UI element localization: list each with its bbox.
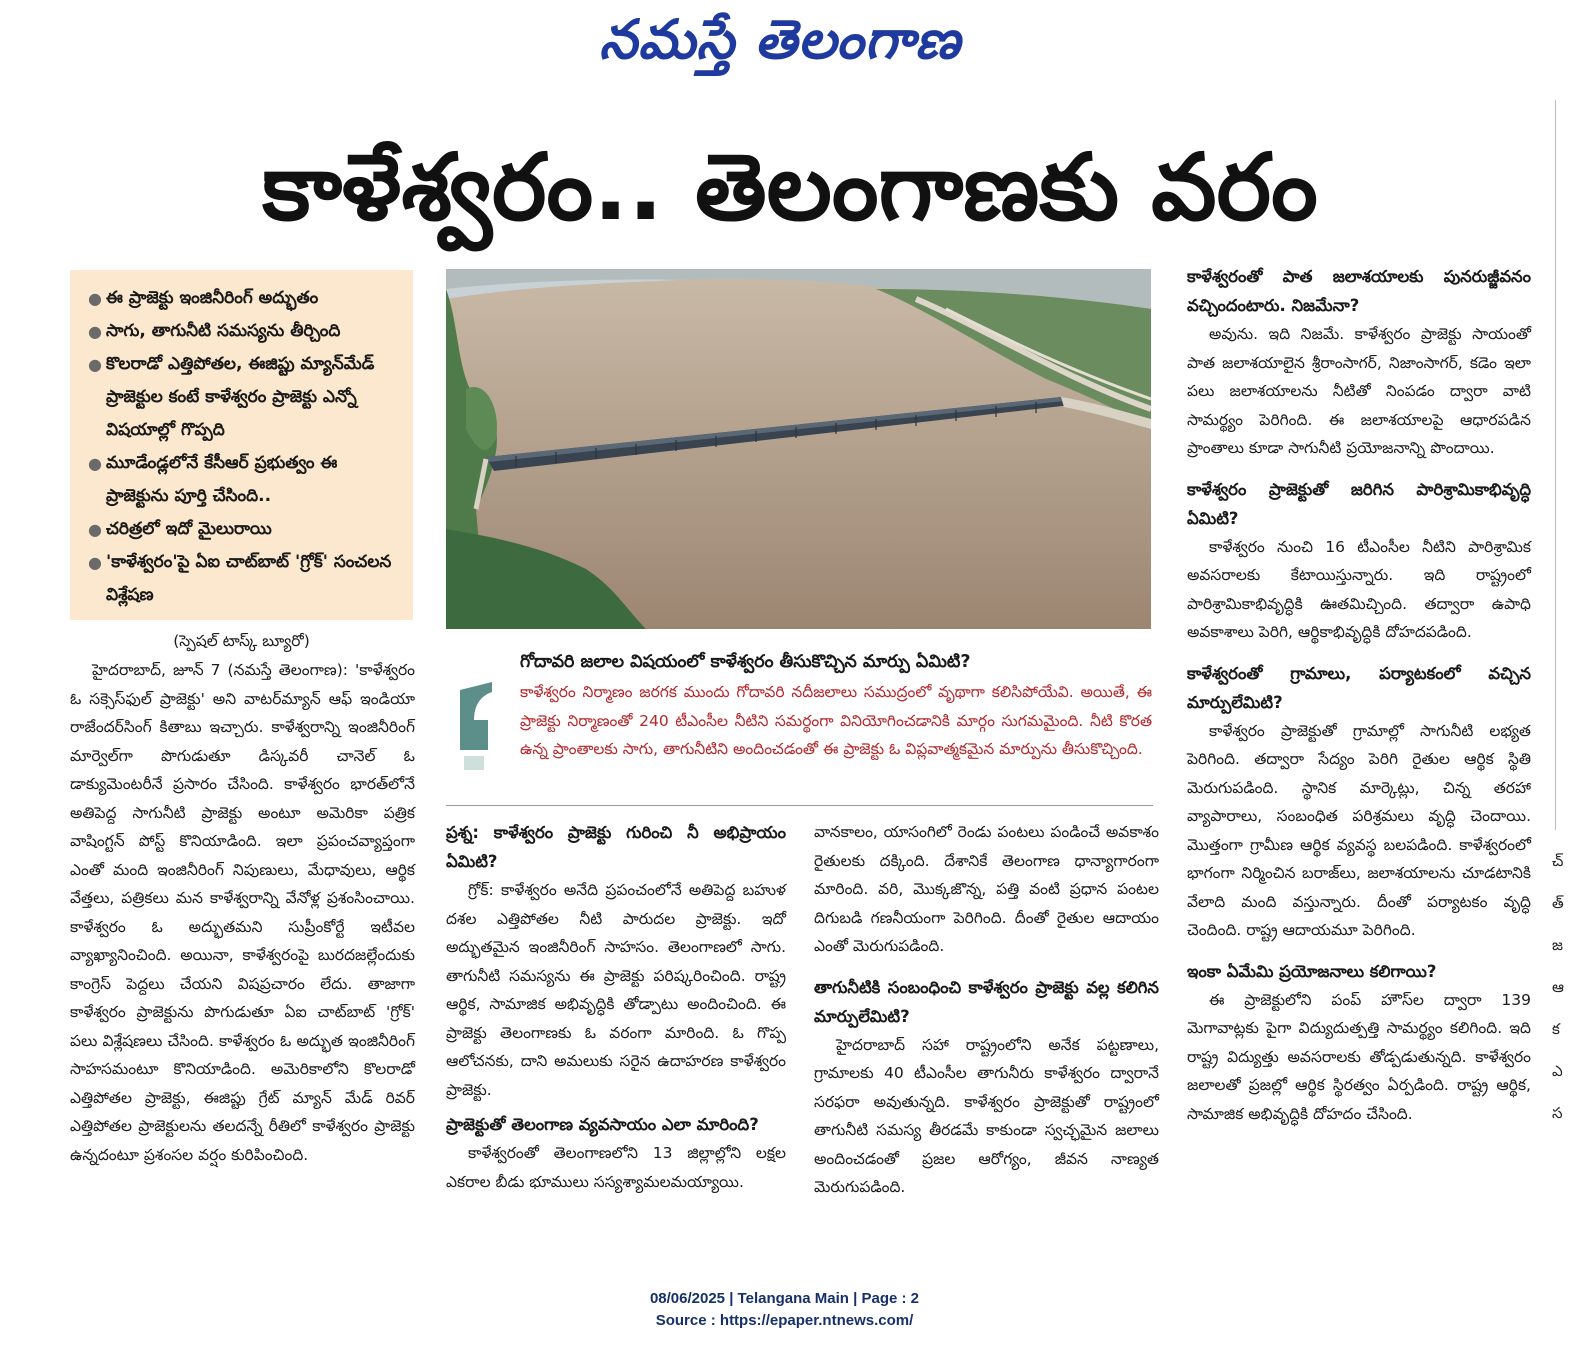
footer-date-line: 08/06/2025 | Telangana Main | Page : 2 (649, 1290, 920, 1307)
barrage-aerial-photo (446, 269, 1151, 629)
article-paragraph: హైదరాబాద్, జూన్ 7 (నమస్తే తెలంగాణ): 'కాళేశ్వరం ఓ సక్సెస్‌ఫుల్ ప్రాజెక్టు' అని వాటర్‌మ్యాన్ ఆఫ్ ఇండియా రాజేందర్‌సింగ్ కితాబు ఇచ్చారు. కాళేశ్వరాన్ని ఇంజినీరింగ్ మార్వెల్‌గా పొగుడుతూ డిస్కవరీ చానెల్ ఓ డాక్యుమెంటరీనే ప్రసారం చేసింది. కాళేశ్వరం భారత్‌లోనే అతిపెద్ద సాగునీటి ప్రాజెక్టు అంటూ అమెరికా పత్రిక వాషింగ్టన్ పోస్ట్ కొనియాడింది. ఇలా ప్రపంచవ్యాప్తంగా ఎంతో మంది ఇంజినీరింగ్ నిపుణులు, మేధావులు, ఆర్థిక వేత్తలు, పత్రికలు మన కాళేశ్వరాన్ని వేనోళ్ల ప్రశంసించాయి. కాళేశ్వరం ఓ అద్భుతమని సుప్రీంకోర్టే ఇటీవల వ్యాఖ్యానించింది. అయినా, కాళేశ్వరంపై బురదజల్లేందుకు కాంగ్రెస్ పెద్దలు చేయని విషప్రచారం లేదు. తాజాగా కాళేశ్వరం ప్రాజెక్టును పొగుడుతూ ఏఐ చాట్‌బాట్ 'గ్రోక్' పలు విశ్లేషణలు చేసింది. కాళేశ్వరం ఓ అద్భుత ఇంజినీరింగ్ సాహసమంటూ కొనియాడింది. అమెరికాలోని కొలరాడో ఎత్తిపోతల ప్రాజెక్టు, ఈజిప్టు గ్రేట్ మ్యాన్ మేడ్ రివర్ ఎత్తిపోతల ప్రాజెక్టులను తలదన్నే రీతిలో కాళేశ్వరం ప్రాజెక్టు ఉన్నదంటూ ప్రశంసల వర్షం కురిపించింది. (70, 661, 415, 1164)
highlight-item (84, 315, 399, 348)
highlight-item (84, 513, 399, 546)
footer-source-link[interactable]: Source : https://epaper.ntnews.com/ (655, 1312, 914, 1329)
bullet-icon: ● (88, 454, 102, 473)
article-column-3 (814, 818, 1159, 1202)
question-heading: కాళేశ్వరంతో గ్రామాలు, పర్యాటకంలో వచ్చిన మార్పులేమిటి? (1187, 663, 1531, 712)
byline: (స్పెషల్ టాస్క్ బ్యూరో) (173, 632, 310, 650)
answer-paragraph: అవును. ఇది నిజమే. కాళేశ్వరం ప్రాజెక్టు సాయంతో పాత జలాశయాలైన శ్రీరాంసాగర్, నిజాంసాగర్, కడెం ఇలా పలు జలాశయాలను నీటితో నింపడం ద్వారా వాటి సామర్థ్యం పెరిగింది. ఈ జలాశయాలపై ఆధారపడిన ప్రాంతాలు కూడా సాగునీటి ప్రయోజనాన్ని పొందాయి. (1187, 325, 1531, 457)
edge-glyph: జ (1552, 936, 1563, 954)
answer-paragraph: గ్రోక్: కాళేశ్వరం అనేది ప్రపంచంలోనే అతిపెద్ద బహుళ దశల ఎత్తిపోతల నీటి పారుదల ప్రాజెక్టు. ఇదో అద్భుతమైన ఇంజినీరింగ్ సాహసం. తెలంగాణలో సాగు. తాగునీటి సమస్యను ఈ ప్రాజెక్టు పరిష్కరించింది. రాష్ట్ర ఆర్థిక, సామాజిక అభివృద్ధికి తోడ్పాటు అందించింది. ఈ ప్రాజెక్టు తెలంగాణకు ఓ వరంగా మారింది. ఓ గొప్ప ఆలోచనకు, దాని అమలుకు సరైన ఉదాహరణ కాళేశ్వరం ప్రాజెక్టు. (446, 881, 786, 1099)
highlight-text: 'కాళేశ్వరం'పై ఏఐ చాట్‌బాట్ 'గ్రోక్' సంచలన విశ్లేషణ (106, 552, 392, 605)
bullet-icon: ● (88, 322, 102, 341)
answer-paragraph: కాళేశ్వరం ప్రాజెక్టుతో గ్రామాల్లో సాగునీటి లభ్యత పెరిగింది. తద్వారా సేద్యం పెరిగి రైతుల ఆర్థిక స్థితి మెరుగుపడింది. స్థానిక మార్కెట్లు, చిన్న తరహా వ్యాపారాలు, సంబంధిత పరిశ్రమలు వృద్ధి చెందాయి. మొత్తంగా గ్రామీణ ఆర్థిక వ్యవస్థ బలపడింది. కాళేశ్వరంలో భాగంగా నిర్మించిన బరాజ్‌లు, జలాశయాలను చూడటానికి వేలాది మంది వస్తున్నారు. దీంతో పర్యాటకం వృద్ధి చెందింది. రాష్ట్ర ఆదాయమూ పెరిగింది. (1187, 721, 1531, 939)
pull-quote-text: కాళేశ్వరం నిర్మాణం జరగక ముందు గోదావరి నదీజలాలు సముద్రంలో వృథాగా కలిసిపోయేవి. అయితే, ఈ ప్రాజెక్టు నిర్మాణంతో 240 టీఎంసీల నీటిని సమర్థంగా వినియోగించడానికి మార్గం సుగమమైంది. నీటి కొరత ఉన్న ప్రాంతాలకు సాగు, తాగునీటిని అందించడంతో ఈ ప్రాజెక్టు ఓ విప్లవాత్మకమైన మార్పును తీసుకొచ్చింది. (520, 683, 1152, 758)
answer-paragraph: ఈ ప్రాజెక్టులోని పంప్ హౌస్‌ల ద్వారా 139 మెగావాట్లకు పైగా విద్యుదుత్పత్తి సామర్థ్యం కలిగింది. ఇది రాష్ట్ర విద్యుత్తు అవసరాలకు తోడ్పడుతున్నది. కాళేశ్వరం జలాలతో ప్రజల్లో ఆర్థిక స్థిరత్వం ఏర్పడింది. రాష్ట్ర ఆర్థిక, సామాజిక అభివృద్ధికి దోహదం చేసింది. (1187, 990, 1531, 1123)
quote-mark-icon (452, 680, 502, 775)
highlight-item (84, 282, 399, 315)
edge-glyph: ఎ (1552, 1062, 1563, 1080)
answer-paragraph: హైదరాబాద్ సహా రాష్ట్రంలోని అనేక పట్టణాలు, గ్రామాలకు 40 టీఎంసీల తాగునీరు కాళేశ్వరం ద్వారానే సరఫరా అవుతున్నది. కాళేశ్వరం ప్రాజెక్టుతో రాష్ట్రంలో తాగునీటి సమస్య తీరడమే కాకుండా స్వచ్ఛమైన జలాలు అందించడంతో ప్రజల ఆరోగ్యం, జీవన నాణ్యత మెరుగుపడింది. (814, 1035, 1159, 1196)
edge-glyph: క (1552, 1020, 1560, 1038)
highlight-item (84, 348, 399, 447)
highlight-item (84, 546, 399, 612)
answer-paragraph: కాళేశ్వరంతో తెలంగాణలోని 13 జిల్లాల్లోని లక్షల ఎకరాల బీడు భూములు సస్యశ్యామలమయ్యాయి. (446, 1144, 786, 1191)
highlight-text: చరిత్రలో ఇదో మైలురాయి (106, 519, 272, 539)
highlight-text: మూడేండ్లలోనే కేసీఆర్ ప్రభుత్వం ఈ ప్రాజెక్టును పూర్తి చేసింది.. (106, 453, 338, 506)
question-heading: ఇంకా ఏమేమి ప్రయోజనాలు కలిగాయి? (1187, 961, 1437, 981)
question-heading: తాగునీటికి సంబంధించి కాళేశ్వరం ప్రాజెక్టు వల్ల కలిగిన మార్పులేమిటి? (814, 977, 1159, 1026)
bullet-icon: ● (88, 553, 102, 572)
edge-glyph: చ్ (1552, 852, 1564, 870)
question-heading: ప్రాజెక్టుతో తెలంగాణ వ్యవసాయం ఎలా మారింది? (446, 1115, 759, 1134)
answer-paragraph: వానకాలం, యాసంగిలో రెండు పంటలు పండించే అవకాశం రైతులకు దక్కింది. దేశానికే తెలంగాణ ధాన్యాగారంగా మారింది. వరి, మొక్కజొన్న, పత్తి వంటి ప్రధాన పంటల దిగుబడి గణనీయంగా పెరిగింది. దీంతో రైతుల ఆదాయం ఎంతో మెరుగుపడింది. (814, 823, 1159, 955)
masthead-logo: నమస్తే తెలంగాణ (599, 8, 961, 71)
page-footer (0, 1288, 1569, 1332)
edge-glyph: ఆ (1552, 978, 1564, 996)
column-divider (1555, 100, 1556, 830)
highlight-text: సాగు, తాగునీటి సమస్యను తీర్చింది (106, 321, 341, 341)
article-column-2 (446, 818, 786, 1196)
article-column-4 (1187, 262, 1531, 1128)
edge-glyph: స (1552, 1104, 1563, 1122)
highlight-text: ఈ ప్రాజెక్టు ఇంజినీరింగ్ అద్భుతం (106, 288, 319, 308)
answer-paragraph: కాళేశ్వరం నుంచి 16 టీఎంసీల నీటిని పారిశ్రామిక అవసరాలకు కేటాయిస్తున్నారు. ఇది రాష్ట్రంలో పారిశ్రామికాభివృద్ధికి ఊతమిచ్చింది. తద్వారా ఉపాధి అవకాశాలు పెరిగి, ఆర్థికాభివృద్ధికి దోహదపడింది. (1187, 537, 1531, 641)
question-heading: ప్రశ్న: కాళేశ్వరం ప్రాజెక్టు గురించి నీ అభిప్రాయం ఏమిటి? (446, 823, 786, 871)
bullet-icon: ● (88, 355, 102, 374)
section-divider (446, 805, 1153, 806)
adjacent-column-fragment (1552, 840, 1569, 1134)
article-column-1 (70, 656, 415, 1169)
edge-glyph: త్ (1552, 894, 1564, 912)
question-heading: కాళేశ్వరం ప్రాజెక్టుతో జరిగిన పారిశ్రామికాభివృద్ధి ఏమిటి? (1187, 479, 1531, 528)
bullet-icon: ● (88, 289, 102, 308)
pull-quote-heading: గోదావరి జలాల విషయంలో కాళేశ్వరం తీసుకొచ్చిన మార్పు ఏమిటి? (520, 652, 971, 672)
highlight-text: కొలరాడో ఎత్తిపోతల, ఈజిప్టు మ్యాన్‌మేడ్ ప్రాజెక్టుల కంటే కాళేశ్వరం ప్రాజెక్టు ఎన్నో విషయాల్లో గొప్పది (106, 354, 375, 440)
bullet-icon: ● (88, 520, 102, 539)
question-heading: కాళేశ్వరంతో పాత జలాశయాలకు పునరుజ్జీవనం వచ్చిందంటారు. నిజమేనా? (1187, 267, 1531, 315)
headline: కాళేశ్వరం.. తెలంగాణకు వరం (262, 134, 1318, 241)
highlight-item (84, 447, 399, 513)
highlights-box (70, 270, 413, 620)
